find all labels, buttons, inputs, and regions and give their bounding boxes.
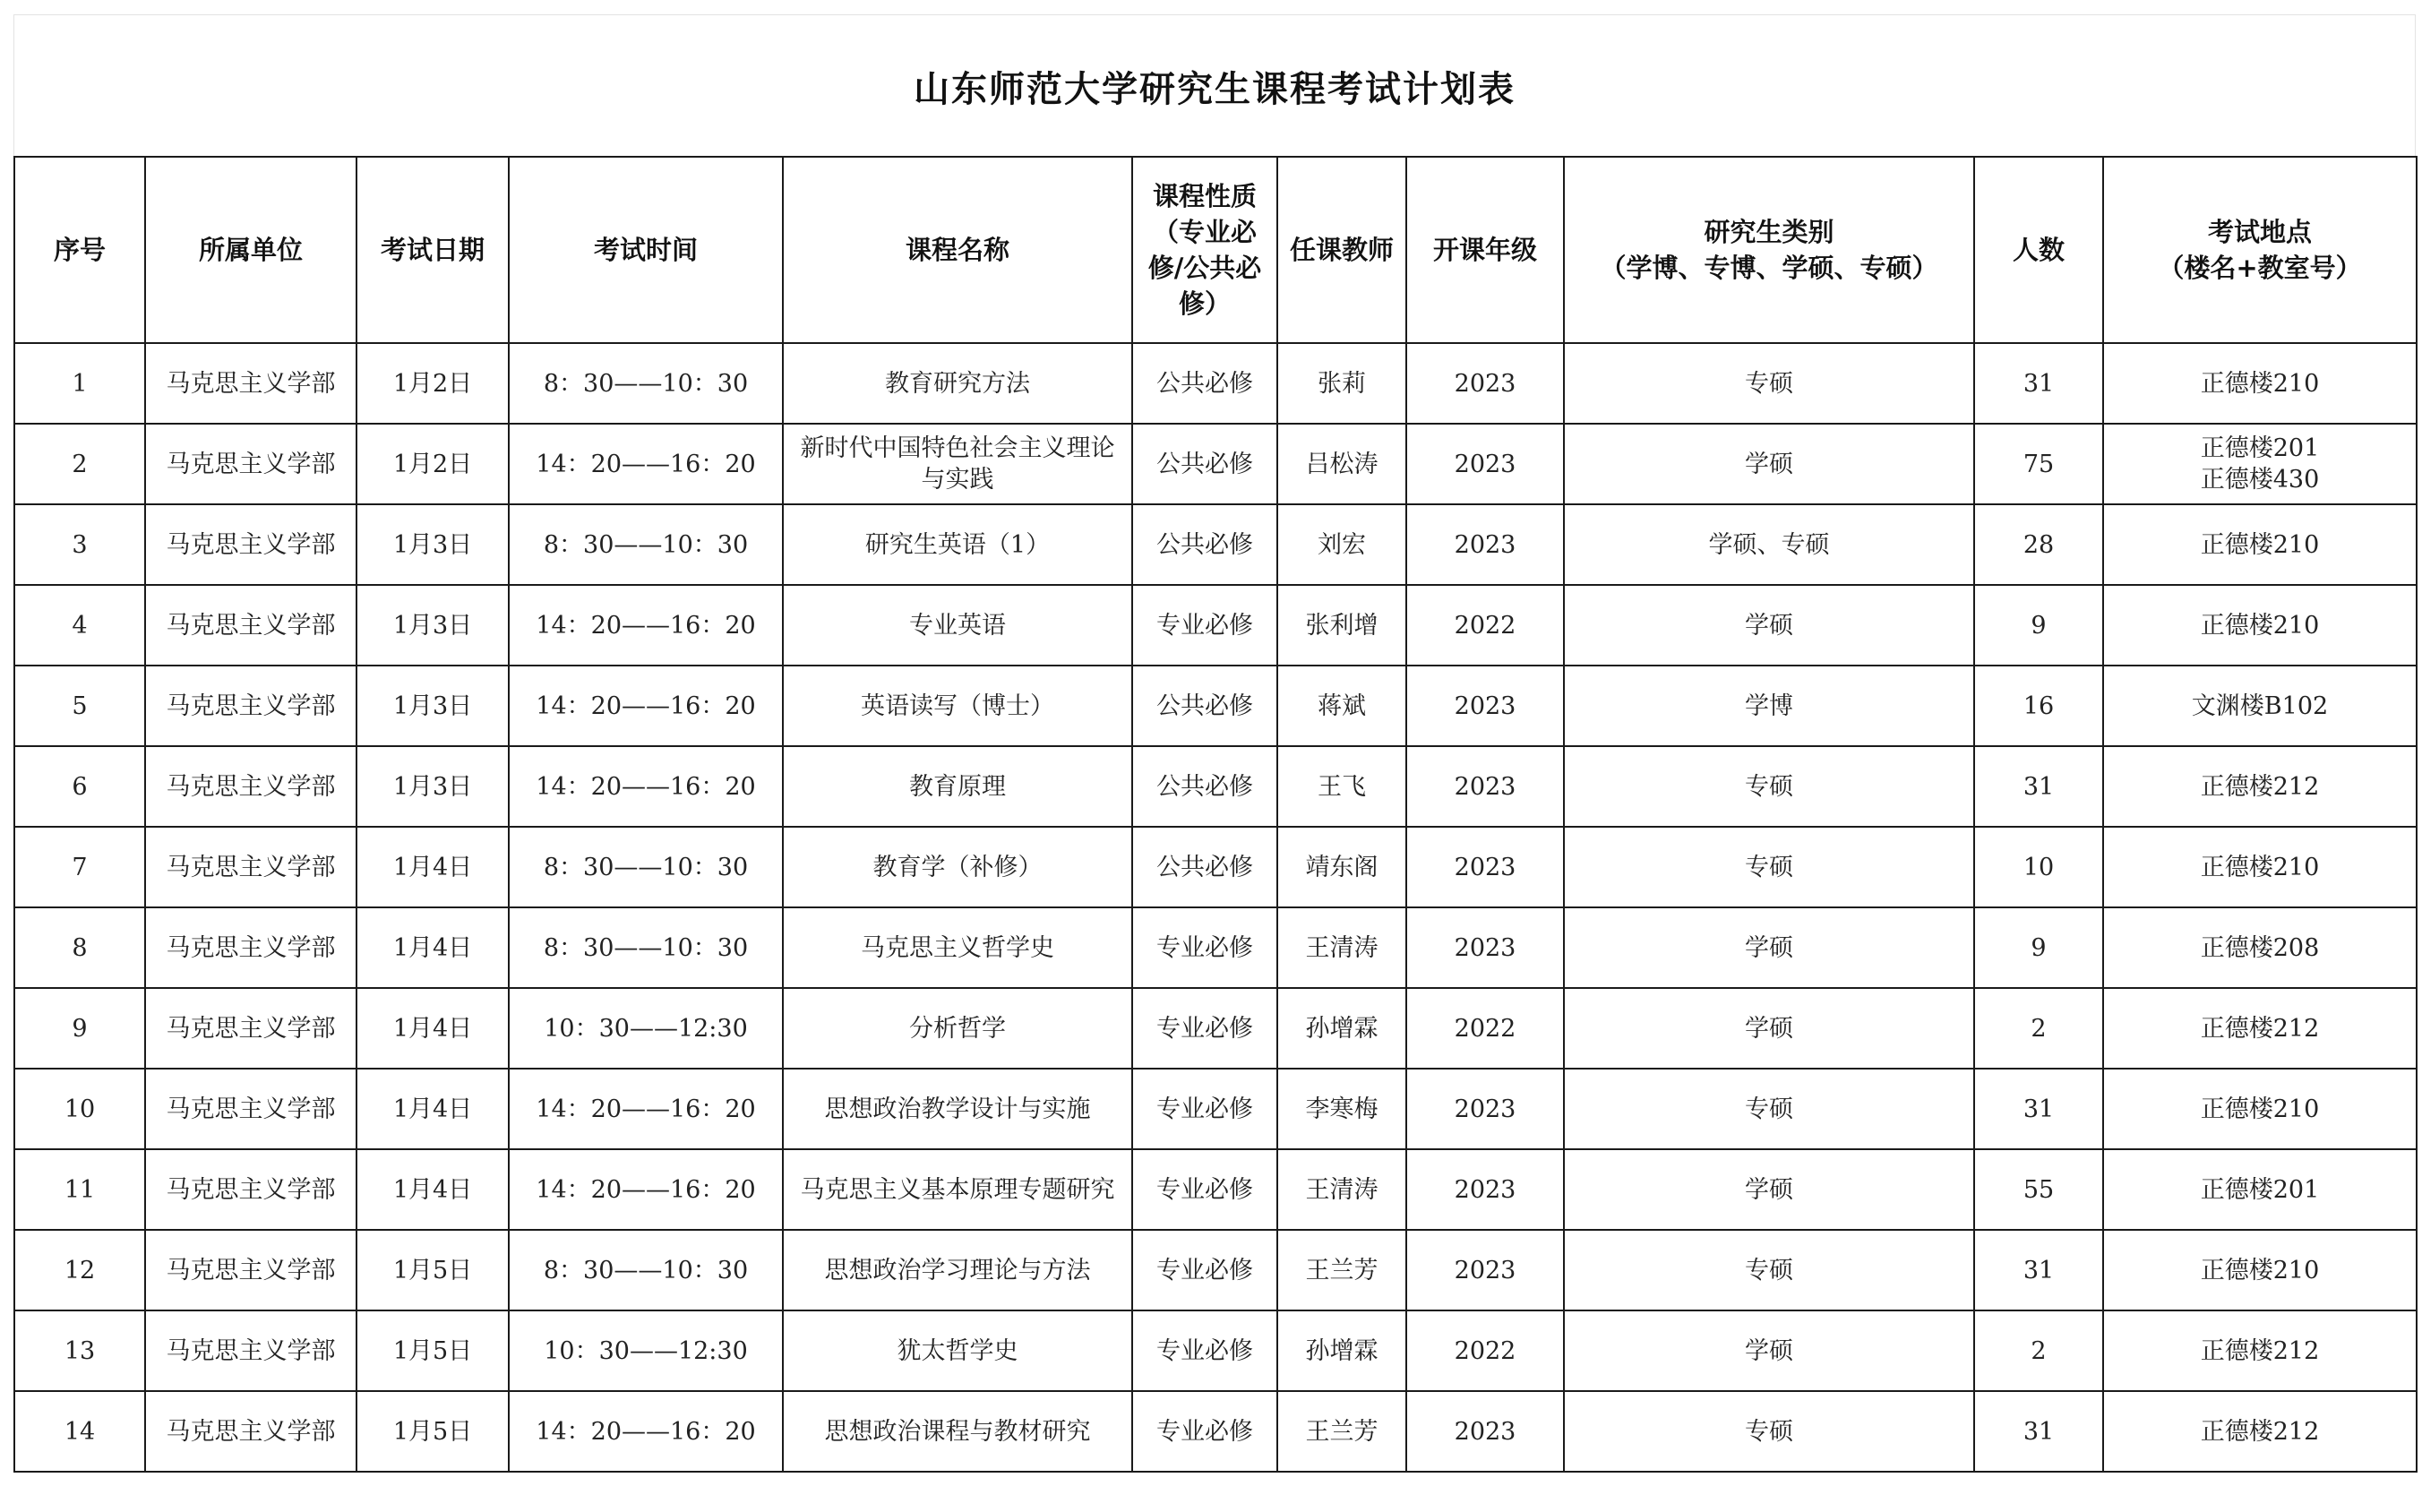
page-title: 山东师范大学研究生课程考试计划表 [914, 68, 1516, 110]
header-grade: 开课年级 [1406, 157, 1564, 343]
table-row [14, 585, 2417, 666]
cell-count: 9 [1974, 907, 2103, 988]
cell-teacher: 靖东阁 [1277, 827, 1406, 907]
cell-unit: 马克思主义学部 [145, 988, 356, 1069]
cell-date: 1月4日 [356, 1069, 509, 1149]
cell-seq: 1 [14, 343, 145, 424]
cell-time: 14：20——16：20 [509, 424, 783, 504]
header-time: 考试时间 [509, 157, 783, 343]
location-line: 正德楼212 [2200, 1336, 2320, 1365]
cell-count: 28 [1974, 504, 2103, 585]
cell-date: 1月4日 [356, 1149, 509, 1230]
cell-grade: 2023 [1406, 1230, 1564, 1310]
cell-nature: 专业必修 [1132, 1310, 1277, 1391]
cell-teacher: 刘宏 [1277, 504, 1406, 585]
cell-nature: 公共必修 [1132, 666, 1277, 746]
cell-course: 新时代中国特色社会主义理论与实践 [783, 424, 1132, 504]
cell-count: 2 [1974, 988, 2103, 1069]
header-category-title: 研究生类别 [1704, 217, 1834, 247]
cell-course: 教育原理 [783, 746, 1132, 827]
cell-time: 14：20——16：20 [509, 1391, 783, 1472]
location-line: 正德楼201 [2200, 434, 2320, 462]
cell-location [2103, 504, 2417, 585]
cell-time: 14：20——16：20 [509, 666, 783, 746]
header-category [1564, 157, 1974, 343]
cell-seq: 4 [14, 585, 145, 666]
table-row [14, 1149, 2417, 1230]
cell-unit: 马克思主义学部 [145, 746, 356, 827]
cell-teacher: 蒋斌 [1277, 666, 1406, 746]
header-row [14, 157, 2417, 343]
cell-grade: 2023 [1406, 424, 1564, 504]
cell-unit: 马克思主义学部 [145, 1069, 356, 1149]
cell-nature: 专业必修 [1132, 1069, 1277, 1149]
cell-count: 75 [1974, 424, 2103, 504]
cell-date: 1月4日 [356, 988, 509, 1069]
cell-location [2103, 1069, 2417, 1149]
cell-category: 专硕 [1564, 1391, 1974, 1472]
cell-date: 1月5日 [356, 1230, 509, 1310]
cell-course: 英语读写（博士） [783, 666, 1132, 746]
cell-unit: 马克思主义学部 [145, 827, 356, 907]
cell-teacher: 王兰芳 [1277, 1391, 1406, 1472]
cell-category: 专硕 [1564, 1230, 1974, 1310]
location-line: 正德楼210 [2200, 369, 2320, 398]
cell-seq: 2 [14, 424, 145, 504]
cell-nature: 专业必修 [1132, 585, 1277, 666]
cell-category: 学硕 [1564, 585, 1974, 666]
cell-date: 1月4日 [356, 907, 509, 988]
cell-seq: 9 [14, 988, 145, 1069]
cell-seq: 5 [14, 666, 145, 746]
cell-date: 1月3日 [356, 746, 509, 827]
cell-time: 8：30——10：30 [509, 827, 783, 907]
cell-location [2103, 746, 2417, 827]
location-line: 正德楼208 [2200, 933, 2320, 962]
cell-seq: 12 [14, 1230, 145, 1310]
exam-schedule-sheet [13, 14, 2416, 1501]
cell-count: 31 [1974, 1230, 2103, 1310]
cell-time: 14：20——16：20 [509, 585, 783, 666]
cell-category: 学硕 [1564, 988, 1974, 1069]
cell-grade: 2023 [1406, 907, 1564, 988]
table-row [14, 746, 2417, 827]
cell-time: 8：30——10：30 [509, 907, 783, 988]
location-line: 正德楼210 [2200, 1095, 2320, 1123]
cell-location [2103, 827, 2417, 907]
cell-location [2103, 1149, 2417, 1230]
table-row [14, 1230, 2417, 1310]
cell-location [2103, 907, 2417, 988]
cell-count: 16 [1974, 666, 2103, 746]
table-row [14, 907, 2417, 988]
cell-date: 1月2日 [356, 343, 509, 424]
cell-time: 10：30——12:30 [509, 1310, 783, 1391]
cell-location [2103, 424, 2417, 504]
table-row [14, 666, 2417, 746]
cell-location [2103, 1310, 2417, 1391]
cell-grade: 2023 [1406, 1149, 1564, 1230]
cell-date: 1月5日 [356, 1310, 509, 1391]
cell-nature: 专业必修 [1132, 1149, 1277, 1230]
table-row [14, 827, 2417, 907]
table-row [14, 1310, 2417, 1391]
location-line: 正德楼212 [2200, 1417, 2320, 1446]
cell-time: 10：30——12:30 [509, 988, 783, 1069]
cell-date: 1月4日 [356, 827, 509, 907]
cell-count: 2 [1974, 1310, 2103, 1391]
location-line: 正德楼210 [2200, 1256, 2320, 1284]
cell-category: 学硕、专硕 [1564, 504, 1974, 585]
cell-grade: 2023 [1406, 1391, 1564, 1472]
cell-grade: 2023 [1406, 666, 1564, 746]
cell-seq: 11 [14, 1149, 145, 1230]
header-count: 人数 [1974, 157, 2103, 343]
table-row [14, 504, 2417, 585]
cell-time: 8：30——10：30 [509, 504, 783, 585]
cell-unit: 马克思主义学部 [145, 1149, 356, 1230]
cell-course: 马克思主义基本原理专题研究 [783, 1149, 1132, 1230]
cell-nature: 公共必修 [1132, 504, 1277, 585]
header-unit: 所属单位 [145, 157, 356, 343]
header-location-note: （楼名+教室号） [2158, 253, 2362, 283]
header-date: 考试日期 [356, 157, 509, 343]
location-line: 正德楼430 [2200, 466, 2320, 494]
cell-unit: 马克思主义学部 [145, 666, 356, 746]
cell-location [2103, 988, 2417, 1069]
cell-grade: 2023 [1406, 827, 1564, 907]
cell-unit: 马克思主义学部 [145, 1310, 356, 1391]
cell-seq: 3 [14, 504, 145, 585]
cell-teacher: 孙增霖 [1277, 1310, 1406, 1391]
cell-course: 分析哲学 [783, 988, 1132, 1069]
cell-category: 学硕 [1564, 1149, 1974, 1230]
table-row [14, 988, 2417, 1069]
cell-unit: 马克思主义学部 [145, 343, 356, 424]
cell-unit: 马克思主义学部 [145, 1230, 356, 1310]
cell-grade: 2022 [1406, 1310, 1564, 1391]
cell-date: 1月3日 [356, 504, 509, 585]
cell-location [2103, 666, 2417, 746]
cell-date: 1月3日 [356, 666, 509, 746]
cell-count: 31 [1974, 343, 2103, 424]
cell-teacher: 李寒梅 [1277, 1069, 1406, 1149]
cell-count: 31 [1974, 746, 2103, 827]
table-row [14, 424, 2417, 504]
header-location-title: 考试地点 [2207, 217, 2312, 247]
cell-teacher: 王清涛 [1277, 907, 1406, 988]
cell-category: 专硕 [1564, 746, 1974, 827]
cell-teacher: 王兰芳 [1277, 1230, 1406, 1310]
cell-grade: 2022 [1406, 988, 1564, 1069]
cell-seq: 13 [14, 1310, 145, 1391]
cell-count: 10 [1974, 827, 2103, 907]
location-line: 正德楼212 [2200, 772, 2320, 801]
cell-grade: 2023 [1406, 746, 1564, 827]
cell-category: 专硕 [1564, 343, 1974, 424]
cell-unit: 马克思主义学部 [145, 504, 356, 585]
header-nature: 课程性质（专业必修/公共必修） [1132, 157, 1277, 343]
cell-count: 9 [1974, 585, 2103, 666]
cell-nature: 公共必修 [1132, 424, 1277, 504]
cell-count: 31 [1974, 1069, 2103, 1149]
cell-teacher: 孙增霖 [1277, 988, 1406, 1069]
cell-grade: 2023 [1406, 1069, 1564, 1149]
cell-nature: 专业必修 [1132, 907, 1277, 988]
title-row [13, 14, 2416, 157]
cell-teacher: 张利增 [1277, 585, 1406, 666]
table-row [14, 1069, 2417, 1149]
cell-teacher: 王飞 [1277, 746, 1406, 827]
location-line: 正德楼210 [2200, 853, 2320, 881]
location-line: 正德楼210 [2200, 611, 2320, 640]
cell-course: 犹太哲学史 [783, 1310, 1132, 1391]
cell-category: 学硕 [1564, 907, 1974, 988]
table-body [14, 343, 2417, 1472]
cell-grade: 2023 [1406, 504, 1564, 585]
exam-schedule-table [13, 156, 2418, 1473]
header-location [2103, 157, 2417, 343]
cell-category: 学硕 [1564, 424, 1974, 504]
cell-count: 55 [1974, 1149, 2103, 1230]
location-line: 正德楼201 [2200, 1175, 2320, 1204]
cell-category: 专硕 [1564, 1069, 1974, 1149]
cell-time: 14：20——16：20 [509, 1069, 783, 1149]
cell-unit: 马克思主义学部 [145, 424, 356, 504]
location-line: 正德楼210 [2200, 530, 2320, 559]
cell-course: 研究生英语（1） [783, 504, 1132, 585]
cell-date: 1月5日 [356, 1391, 509, 1472]
header-seq: 序号 [14, 157, 145, 343]
cell-unit: 马克思主义学部 [145, 907, 356, 988]
cell-date: 1月3日 [356, 585, 509, 666]
cell-course: 思想政治学习理论与方法 [783, 1230, 1132, 1310]
cell-time: 8：30——10：30 [509, 1230, 783, 1310]
cell-course: 思想政治教学设计与实施 [783, 1069, 1132, 1149]
location-line: 文渊楼B102 [2191, 692, 2329, 720]
cell-unit: 马克思主义学部 [145, 585, 356, 666]
location-line: 正德楼212 [2200, 1014, 2320, 1043]
cell-teacher: 王清涛 [1277, 1149, 1406, 1230]
cell-location [2103, 585, 2417, 666]
cell-teacher: 张莉 [1277, 343, 1406, 424]
cell-time: 14：20——16：20 [509, 746, 783, 827]
cell-time: 14：20——16：20 [509, 1149, 783, 1230]
cell-category: 专硕 [1564, 827, 1974, 907]
cell-time: 8：30——10：30 [509, 343, 783, 424]
cell-category: 学硕 [1564, 1310, 1974, 1391]
cell-course: 教育研究方法 [783, 343, 1132, 424]
cell-nature: 公共必修 [1132, 746, 1277, 827]
table-row [14, 1391, 2417, 1472]
cell-course: 思想政治课程与教材研究 [783, 1391, 1132, 1472]
cell-seq: 10 [14, 1069, 145, 1149]
cell-course: 专业英语 [783, 585, 1132, 666]
table-row [14, 343, 2417, 424]
cell-course: 教育学（补修） [783, 827, 1132, 907]
cell-seq: 14 [14, 1391, 145, 1472]
header-teacher: 任课教师 [1277, 157, 1406, 343]
cell-location [2103, 1230, 2417, 1310]
cell-date: 1月2日 [356, 424, 509, 504]
cell-nature: 专业必修 [1132, 988, 1277, 1069]
header-category-note: （学博、专博、学硕、专硕） [1600, 253, 1938, 283]
cell-nature: 公共必修 [1132, 343, 1277, 424]
cell-count: 31 [1974, 1391, 2103, 1472]
cell-location [2103, 1391, 2417, 1472]
cell-grade: 2023 [1406, 343, 1564, 424]
cell-grade: 2022 [1406, 585, 1564, 666]
cell-course: 马克思主义哲学史 [783, 907, 1132, 988]
cell-category: 学博 [1564, 666, 1974, 746]
cell-nature: 专业必修 [1132, 1230, 1277, 1310]
cell-seq: 8 [14, 907, 145, 988]
cell-teacher: 吕松涛 [1277, 424, 1406, 504]
cell-location [2103, 343, 2417, 424]
cell-seq: 7 [14, 827, 145, 907]
cell-seq: 6 [14, 746, 145, 827]
cell-nature: 专业必修 [1132, 1391, 1277, 1472]
cell-unit: 马克思主义学部 [145, 1391, 356, 1472]
header-course: 课程名称 [783, 157, 1132, 343]
cell-nature: 公共必修 [1132, 827, 1277, 907]
